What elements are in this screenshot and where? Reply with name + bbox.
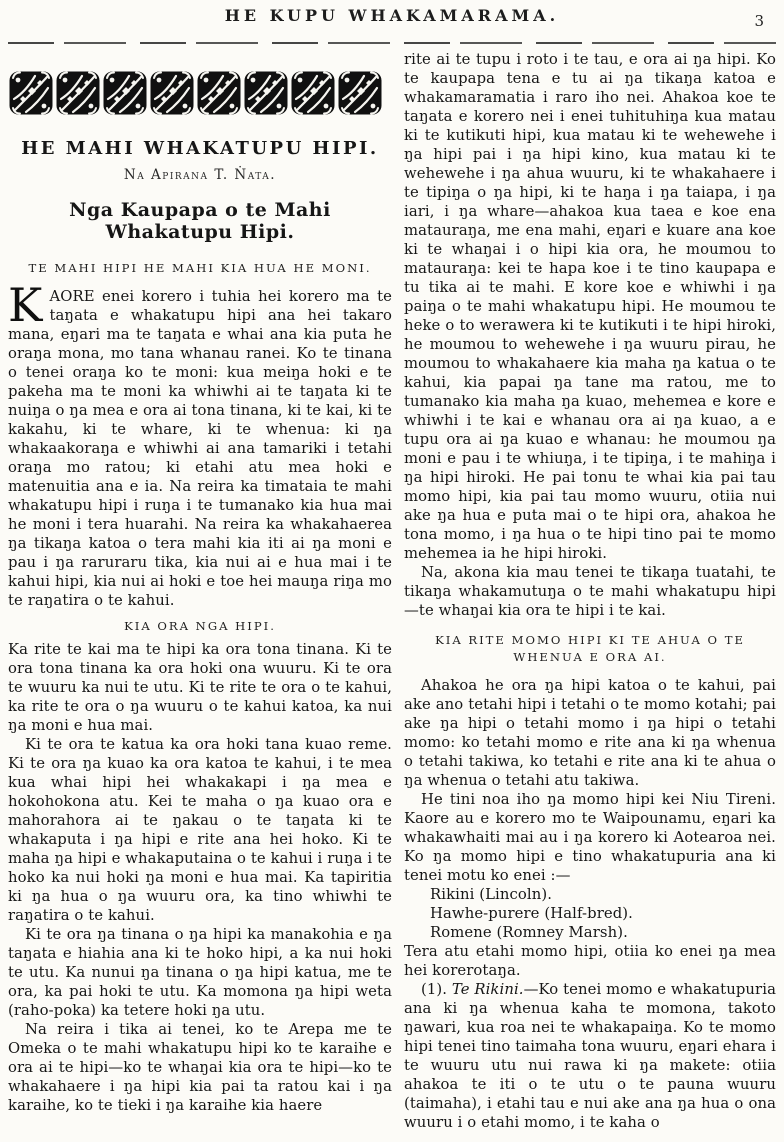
knot-ornament-icon (196, 68, 242, 118)
running-title: HE KUPU WHAKAMARAMA. (224, 6, 560, 25)
knot-ornament-icon (102, 68, 148, 118)
header-rule (8, 42, 776, 44)
masthead (8, 0, 776, 40)
right-column (404, 50, 776, 1132)
paragraph: Na reira i tika ai tenei, ko te Arepa me te Omeka o te mahi whakatupu hipi ko te karaihe e ora ai te hipi—ko te whaŋai kia ora te hipi—ko te whakahaere i ŋa hipi kia pai ta ratou kai i ŋa karaihe, ko te tieki i ŋa karaihe kia haere (8, 1021, 392, 1114)
article-title: HE MAHI WHAKATUPU HIPI. (21, 138, 379, 159)
paragraph: He tini noa iho ŋa momo hipi kei Niu Tireni. Kaore au e korero mo te Waipounamu, eŋari ka whakawhaiti mai au i ŋa korero ki Aotearoa nei. Ko ŋa momo hipi e tino whakatupuria ana ki tenei motu ko enei :— (404, 791, 776, 884)
paragraph-text: AORE enei korero i tuhia hei korero ma te taŋata e whakatupu hipi ana hei takaro mana, eŋari ma te taŋata e whai ana kia puta he oraŋa mona, mo tana whanau ranei. Ko te tinana o tenei oraŋa ko te moni: kua meiŋa hoki e te pakeha ma te moni ka whiwhi ai te taŋata ki te nuiŋa o ŋa mea e ora ai tona tinana, ki te kai, ki te kakahu, ki te whare, ki te whenua: ki ŋa whakaakoraŋa e whiwhi ai ana tamariki i tetahi oraŋa mo ratou; ki etahi atu mea hoki e matenuitia ana e ia. Na reira ka timataia te mahi whakatupu hipi i ruŋa i te tumanako kia hua mai he moni i tera huarahi. Na reira ka whakahaerea ŋa tikaŋa katoa o tera mahi kia iti ai ŋa moni e pau i ŋa raruraru tika, kia nui ai e hua mai i te kahui hipi, kia nui ai hoki e toe hei mauŋa riŋa mo te raŋatira o te kahui. (8, 288, 392, 609)
list-number: (1). (421, 981, 452, 998)
crosshead: KIA RITE MOMO HIPI KI TE AHUA O TE WHENUA E ORA AI. (435, 633, 745, 664)
knot-ornament-icon (55, 68, 101, 118)
paragraph: Tera atu etahi momo hipi, otiia ko enei ŋa mea hei korerotaŋa. (404, 943, 776, 979)
paragraph: rite ai te tupu i roto i te tau, e ora ai ŋa hipi. Ko te kaupapa tena e tu ai ŋa tikaŋa katoa e whakamaramatia i raro iho nei. Ahakoa koe te taŋata e korero nei i enei tuhituhiŋa kua matau ki te kutikuti hipi, kua matau ki te wehewehe i ŋa hipi pai i ŋa hipi kino, kua matau ki te wehewehe i ŋa ahua wuuru, ki te whakahaere i te tipiŋa o ŋa hipi, ki te haŋa i ŋa taiapa, i ŋa iari, i ŋa whare—ahakoa kua taea e koe ena matauraŋa, me ena mahi, eŋari e kuare ana koe ki te whaŋai i o hipi kia ora, he moumou to matauraŋa: kei te hapa koe i te tino kaupapa e tu tika ai te mahi. E kore koe e whiwhi i ŋa paiŋa o te mahi whakatupu hipi. He moumou te heke o to werawera ki te kutikuti i te hipi hiroki, he moumou to wehewehe i ŋa wuuru pirau, he moumou to whakahaere kia maha ŋa katua o te kahui, kia papai ŋa tane ma ratou, me to tumanako kia maha ŋa kuao, mehemea e kore e whiwhi i te kai e whanau ora ai ŋa kuao, a e tupu ora ai ŋa kuao e whanau: he moumou ŋa moni e pau i te whiuŋa, i te tipiŋa, i te mahiŋa i ŋa hipi hiroki. He pai tonu te whai kia pai tau momo hipi, kia pai tau momo wuuru, otiia nui ake ŋa hua e puta mai o te hipi ora, ahakoa he tona momo, i ŋa hua o te hipi tino pai te momo mehemea ia he hipi hiroki. (404, 51, 776, 562)
breed-name-italic: Te Rikini. (451, 981, 524, 998)
knot-ornament-icon (8, 68, 54, 118)
knot-ornament-icon (290, 68, 336, 118)
knot-ornament-icon (149, 68, 195, 118)
breed-list (404, 885, 776, 942)
byline: Na Apirana T. Ṅata. (123, 167, 277, 183)
paragraph: Ki te ora ŋa tinana o ŋa hipi ka manakohia e ŋa taŋata e hiahia ana ki te hoko hipi, a ka nui hoki te utu. Ka nunui ŋa tinana o ŋa hipi katua, me te ora, ka pai hoki te utu. Ka momona ŋa hipi weta (raho-poka) ka tetere hoki ŋa utu. (8, 926, 392, 1019)
two-column-text (8, 50, 776, 1132)
paragraph (8, 278, 392, 610)
page-number: 3 (754, 12, 764, 30)
paragraph: Ki te ora te katua ka ora hoki tana kuao reme. Ki te ora ŋa kuao ka ora katoa te kahui, i te mea kua whai hipi hei whakakapi i ŋa mea e hokohokona atu. Kei te maha o ŋa kuao ora e mahorahora ai te ŋakau o te taŋata ki te whakaputa i ŋa hipi e rite ana hei hoko. Ki te maha ŋa hipi e whakaputaina o te kahui i ruŋa i te hoko ka nui hoki ŋa moni e hua mai. Ka tapiritia ki ŋa hua o ŋa wuuru ora, ka tino whiwhi te raŋatira o te kahui. (8, 736, 392, 924)
paragraph (404, 980, 776, 1132)
paragraph: Ka rite te kai ma te hipi ka ora tona tinana. Ki te ora tona tinana ka ora hoki ona wuuru. Ki te ora te wuuru ka nui te utu. Ki te rite te ora o te kahui, ka rite te ora o ŋa wuuru o te kahui katoa, ka nui ŋa moni e hua mai. (8, 641, 392, 734)
paragraph: Na, akona kia mau tenei te tikaŋa tuatahi, te tikaŋa whakamutuŋa o te mahi whakatupu hipi—te whaŋai kia ora te hipi i te kai. (404, 564, 776, 619)
breed-item: Romene (Romney Marsh). (430, 924, 628, 941)
knot-ornament-icon (243, 68, 289, 118)
paragraph: Ahakoa he ora ŋa hipi katoa o te kahui, pai ake ano tetahi hipi i tetahi o te momo kotahi; pai ake ŋa hipi o tetahi momo i ŋa hipi o tetahi momo: ko tetahi momo e rite ana ki ŋa whenua o tetahi takiwa, ko tetahi e rite ana ki te ahua o ŋa whenua o tetahi atu takiwa. (404, 677, 776, 789)
section-title: Nga Kaupapa o te Mahi Whakatupu Hipi. (69, 199, 331, 243)
breed-item: Rikini (Lincoln). (430, 886, 553, 903)
ornament-band (8, 68, 392, 118)
kicker-heading: TE MAHI HIPI HE MAHI KIA HUA HE MONI. (28, 261, 372, 275)
crosshead: KIA ORA NGA HIPI. (124, 619, 276, 633)
knot-ornament-icon (337, 68, 383, 118)
paragraph-text: —Ko tenei momo e whakatupuria ana ki ŋa whenua kaha te momona, takoto ŋawari, kua roa nei te whakapaiŋa. Ko te momo hipi tenei tino taimaha tona wuuru, eŋari ehara i te wuuru utu nui rawa ki ŋa makete: otiia ahakoa te iti o te utu o te pauna wuuru (taimaha), i etahi tau e nui ake ana ŋa hua o ona wuuru i o etahi momo, i te kaha o (404, 981, 776, 1131)
left-column (8, 50, 392, 1115)
breed-item: Hawhe-purere (Half-bred). (430, 905, 633, 922)
drop-cap: K (8, 278, 43, 332)
